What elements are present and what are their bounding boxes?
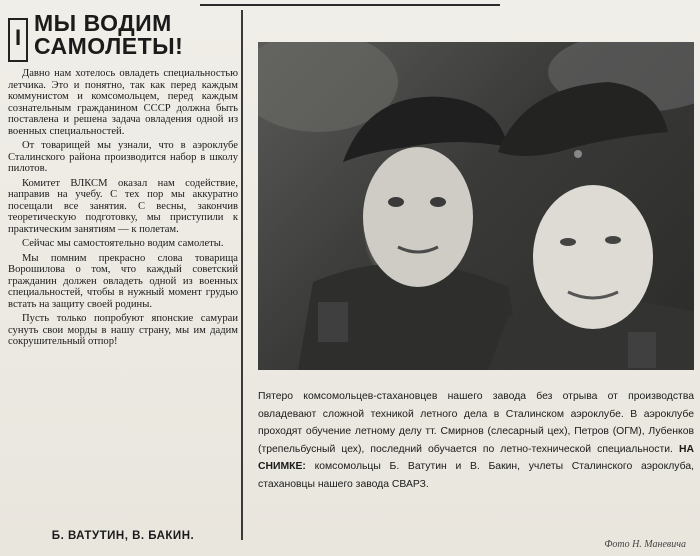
article-paragraph: Комитет ВЛКСМ оказал нам содействие, направив на учебу. С тех пор мы аккуратно посещали все занятия. С весны, закончив теоретическую подготовку, мы приступили к практическим занятиям — к полетам. (8, 177, 238, 235)
article-paragraph: Пусть только попробуют японские самураи сунуть свои морды в нашу страну, мы им дадим сокрушительный отпор! (8, 313, 238, 347)
article-signature: Б. ВАТУТИН, В. БАКИН. (51, 530, 195, 542)
photo-illustration (258, 42, 694, 370)
headline-line-1: МЫ ВОДИМ (34, 10, 172, 36)
article-paragraph: Сейчас мы самостоятельно водим самолеты. (22, 238, 224, 249)
photo-caption (258, 388, 694, 493)
headline-mark: I (8, 18, 28, 62)
caption-label: НА СНИМКЕ: (258, 443, 695, 472)
caption-lead: Пятеро комсомольцев-стахановцев нашего завода без отрыва от производства овладевают сложной техникой летного дела в Сталинском аэроклубе. В аэроклубе проходят обучение летному делу тт. Смирнов (слесарный цех), Петров (ОГМ), Лубенков (трепельбусный цех), последний обучается по летно-технической специальности. (258, 391, 694, 455)
caption-rest: комсомольцы Б. Ватутин и В. Бакин, учлеты Сталинского аэроклуба, стахановцы нашего завода СВАРЗ. (258, 461, 695, 490)
news-photo (258, 42, 694, 370)
column-divider (241, 10, 243, 540)
top-rule (200, 4, 500, 6)
article-column (8, 12, 238, 548)
article-body (8, 68, 238, 348)
article-paragraph: Давно нам хотелось овладеть специальностью летчика. Это и понятно, так как перед каждым коммунистом и комсомольцем, перед каждым сознательным гражданином СССР должна быть поставлена и решена задача овладения одной из военных специальностей. (8, 68, 238, 137)
headline-line-2: САМОЛЕТЫ! (34, 33, 184, 59)
article-paragraph: От товарищей мы узнали, что в аэроклубе Сталинского района производится набор в школу пилотов. (8, 140, 238, 174)
headline-title (34, 12, 183, 58)
headline (8, 12, 238, 64)
photo-credit: Фото Н. Маневича (604, 539, 686, 550)
article-paragraph: Мы помним прекрасно слова товарища Ворошилова о том, что каждый советский гражданин должен овладеть одной из военных специальностей, чтобы в нужный момент грудью встать на защиту своей родины. (8, 252, 238, 310)
